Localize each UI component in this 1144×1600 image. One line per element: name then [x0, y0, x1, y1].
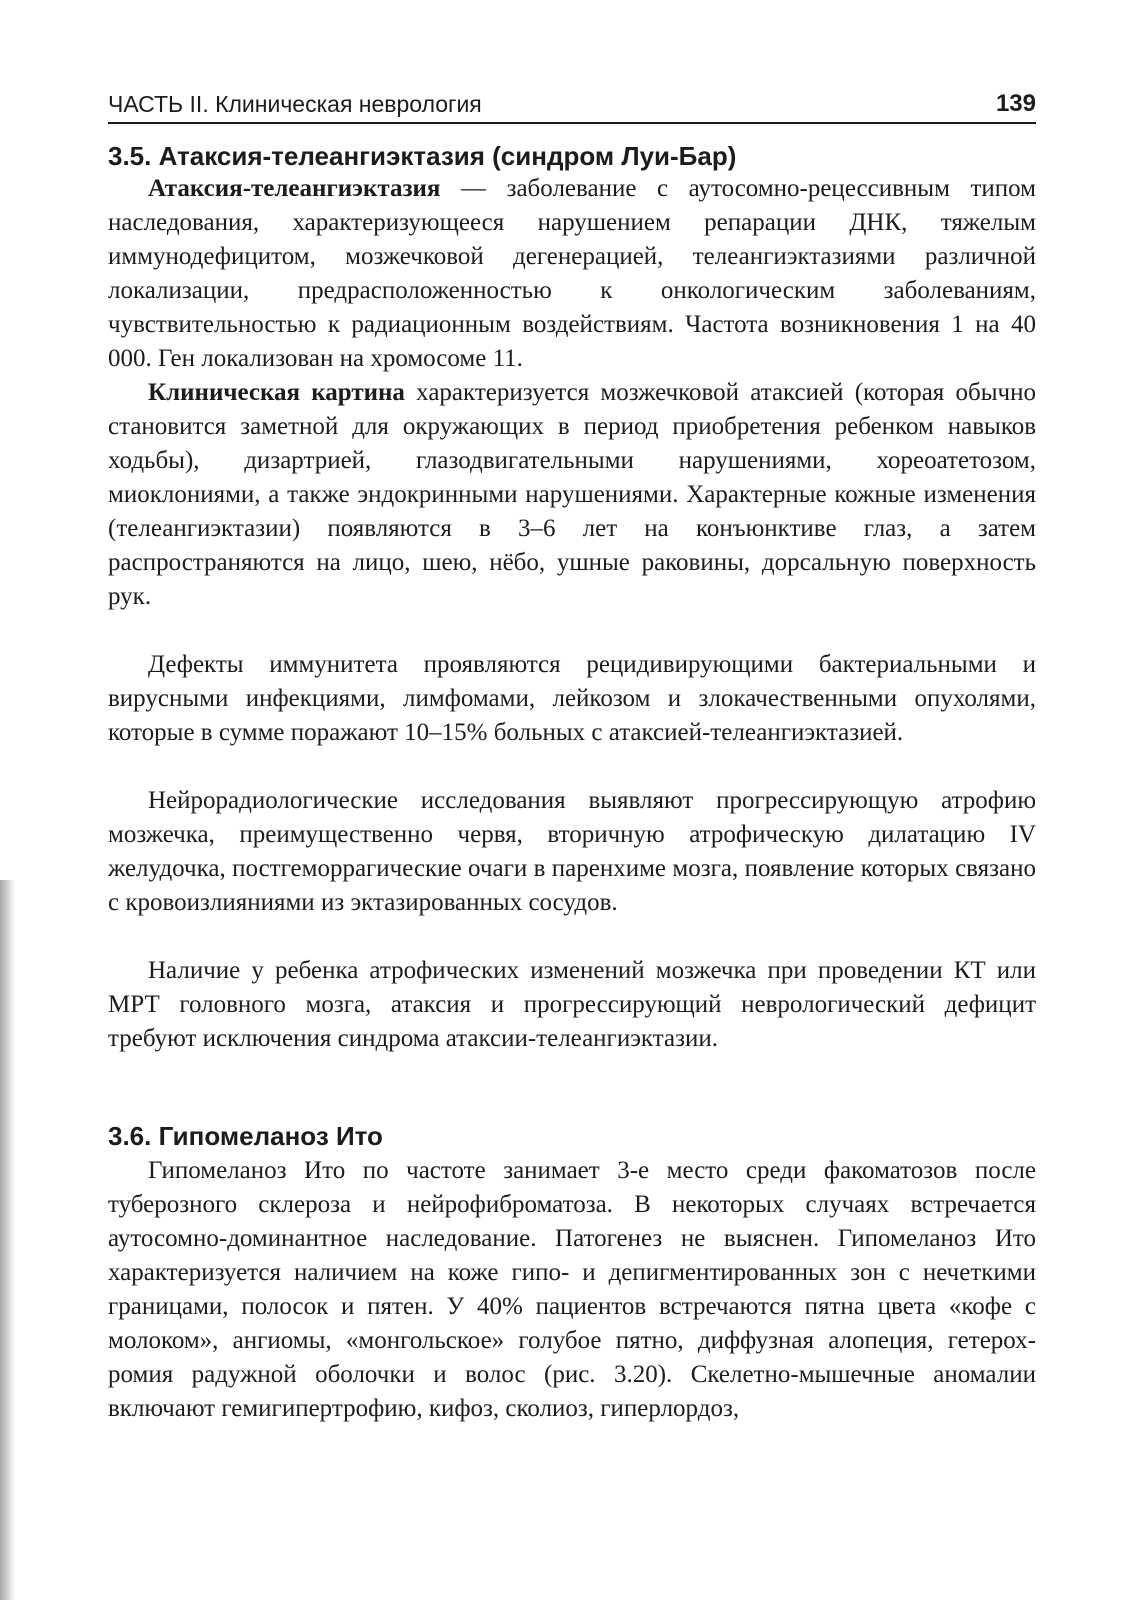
paragraph-lead-term: Атаксия-телеангиэктазия [148, 175, 441, 202]
paragraph-text: Дефекты иммунитета проявляются рецидивирующими бактериальными и вирусными инфекциями, лимфомами, лейкозом и злокачественными опухолями, которые в сумме поражают 10–15% больных с атаксией-телеангиэктазией. [108, 651, 1036, 746]
paragraph-immune-defects [108, 648, 1036, 750]
paragraph-clinical-picture [108, 376, 1036, 614]
paragraph-text: Нейрорадиологические исследования выявляют прогрессирующую атрофию мозжечка, преимущественно червя, вторичную атрофическую дилатацию IV желудочка, постгеморрагические очаги в паренхиме мозга, появление которых связано с кровоизлияниями из эктазированных сосудов. [108, 787, 1036, 916]
section-title-ataxia-telangiectasia: 3.5. Атаксия-телеангиэктазия (синдром Луи-Бар) [108, 141, 737, 171]
section-title-hypomelanosis-ito: 3.6. Гипомеланоз Ито [108, 1121, 383, 1151]
paragraph-text: Гипомеланоз Ито по частоте занимает 3-е место среди факоматозов после туберозного склероза и нейрофиброматоза. В некоторых случаях встречается аутосомно-доминантное наследование. Патогенез не выяснен. Гипомеланоз Ито характеризуется наличием на коже гипо- и депигментированных зон с нечеткими границами, полосок и пятен. У 40% пациентов встречаются пятна цвета «кофе с молоком», ангиомы, «монгольское» голубое пятно, диффузная алопеция, гетерохромия радужной оболочки и волос (рис. 3.20). Скелетно-мышечные аномалии включают гемигипертрофию, кифоз, сколиоз, гиперлордоз, [108, 1157, 1036, 1422]
binding-edge-shadow [0, 880, 16, 1600]
paragraph-text: характеризуется мозжечковой атаксией (которая обычно становится заметной для окружающих в период приобретения ребенком навыков ходьбы), дизартрией, глазодвигательными нарушениями, хореоатетозом, миоклониями, а также эндокринными нарушениями. Характерные кожные изменения (телеангиэктазии) появляются в 3–6 лет на конъюнктиве глаз, а затем распространяются на лицо, шею, нёбо, ушные раковины, дорсальную поверхность рук. [108, 379, 1036, 610]
running-header-title: ЧАСТЬ II. Клиническая неврология [108, 91, 482, 117]
page-number: 139 [995, 90, 1036, 117]
paragraph-neuroradiology [108, 784, 1036, 920]
paragraph-hypomelanosis-ito [108, 1154, 1036, 1426]
paragraph-lead-term: Клиническая картина [148, 379, 405, 406]
paragraph-diagnosis [108, 954, 1036, 1056]
paragraph-text: Наличие у ребенка атрофических изменений мозжечка при проведении КТ или МРТ головного мозга, атаксия и прогрессирующий неврологический дефицит требуют исключения синдрома атаксии-телеангиэктазии. [108, 957, 1036, 1052]
paragraph-text: — заболевание с аутосомно-рецессивным типом наследования, характеризующееся нарушением репарации ДНК, тяжелым иммунодефицитом, мозжечковой дегенерацией, телеангиэктазиями различной локализации, предрасположенностью к онкологическим заболеваниям, чувствительностью к радиационным воздействиям. Частота возникновения 1 на 40 000. Ген локализован на хромосоме 11. [108, 175, 1036, 372]
paragraph-definition [108, 172, 1036, 376]
running-header [108, 86, 1036, 124]
